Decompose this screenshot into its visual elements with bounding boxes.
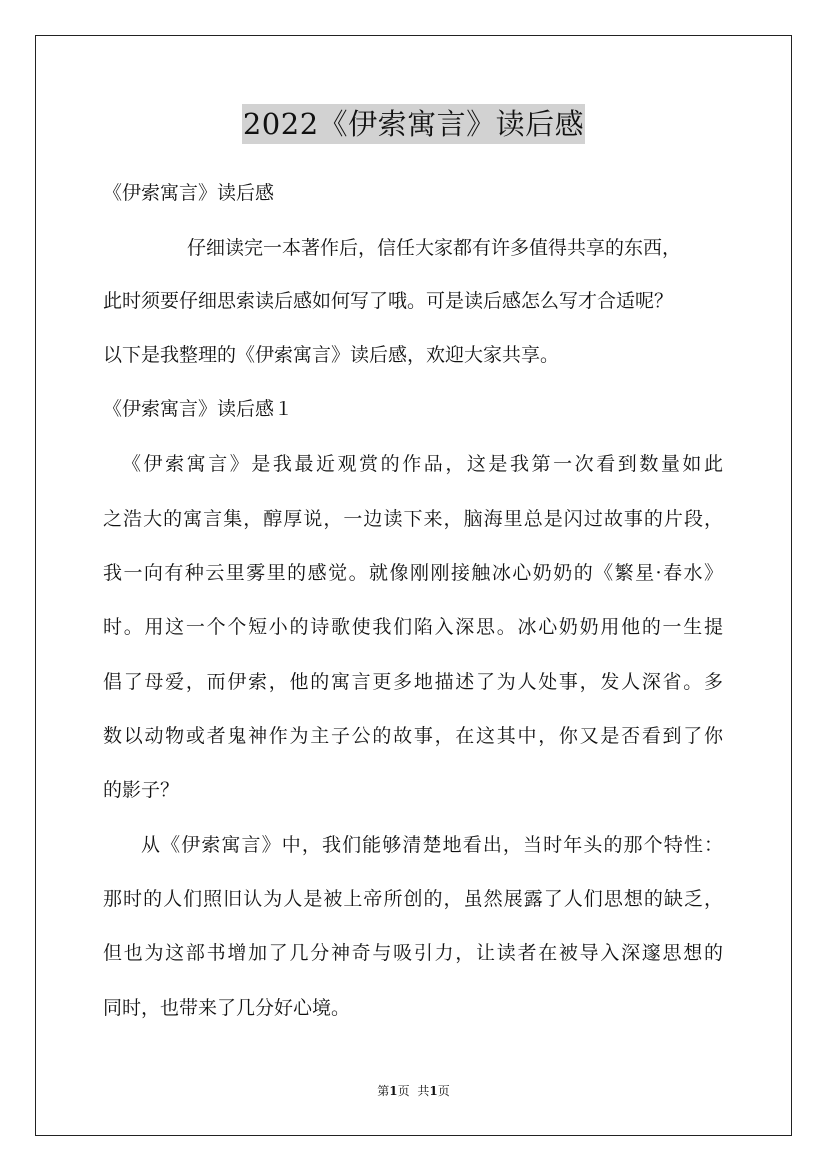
text-line: 此时须要仔细思索读后感如何写了哦。可是读后感怎么写才合适呢？ <box>103 290 674 312</box>
text-line: 数以动物或者鬼神作为主子公的故事，在这其中，你又是否看到了你 <box>103 725 723 747</box>
text-line: 的影子？ <box>103 779 180 801</box>
total-suffix: 页 <box>437 1084 450 1098</box>
text-line: 《伊索寓言》读后感 <box>103 182 275 204</box>
total-prefix: 共 <box>417 1084 430 1098</box>
text-line: 我一向有种云里雾里的感觉。就像刚刚接触冰心奶奶的《繁星·春水》 <box>103 562 723 584</box>
title-block <box>0 104 827 144</box>
text-line: 《伊索寓言》是我最近观赏的作品，这是我第一次看到数量如此 <box>122 453 723 475</box>
text-line: 时。用这一个个短小的诗歌使我们陷入深思。冰心奶奶用他的一生提 <box>103 616 723 638</box>
text-line: 那时的人们照旧认为人是被上帝所创的，虽然展露了人们思想的缺乏， <box>103 888 723 910</box>
text-line: 以下是我整理的《伊索寓言》读后感，欢迎大家共享。 <box>103 344 560 366</box>
text-line: 从《伊索寓言》中，我们能够清楚地看出，当时年头的那个特性： <box>141 834 723 856</box>
text-line: 仔细读完一本著作后，信任大家都有许多值得共享的东西， <box>187 237 682 259</box>
text-line: 倡了母爱，而伊索，他的寓言更多地描述了为人处事，发人深省。多 <box>103 671 723 693</box>
text-line: 同时，也带来了几分好心境。 <box>103 997 351 1019</box>
document-title: 2022《伊索寓言》读后感 <box>242 104 585 144</box>
page-prefix: 第 <box>377 1084 390 1098</box>
text-line: 《伊索寓言》读后感１ <box>103 398 294 420</box>
page-footer <box>0 1083 827 1099</box>
total-pages: 1 <box>429 1084 438 1098</box>
page-suffix: 页 <box>397 1084 410 1098</box>
page-number: 1 <box>389 1084 398 1098</box>
text-line: 但也为这部书增加了几分神奇与吸引力，让读者在被导入深邃思想的 <box>103 942 723 964</box>
text-line: 之浩大的寓言集，醇厚说，一边读下来，脑海里总是闪过故事的片段， <box>103 508 723 530</box>
